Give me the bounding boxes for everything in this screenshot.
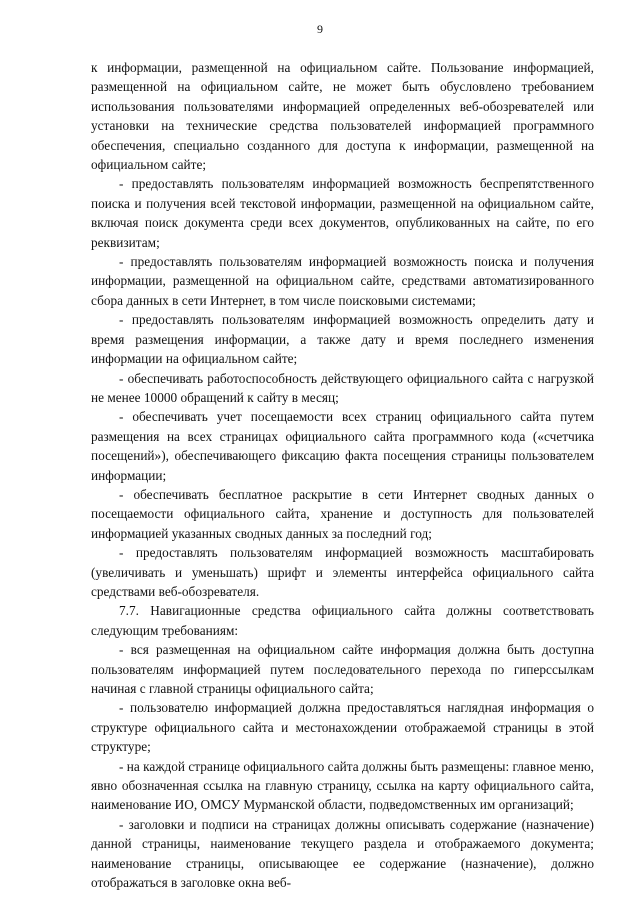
list-item-page-headings: - заголовки и подписи на страницах должны описывать содержание (назначение) данной страницы, наименование текущего раздела и отображаемого документа; наименование страницы, описывающее ее содержание (назначение), должно отображаться в заголовке окна веб- (91, 816, 594, 891)
list-item-search-by-requisites: - предоставлять пользователям информацией возможность беспрепятственного поиска и получения всей текстовой информации, размещенной на официальном сайте, включая поиск документа среди всех документов, опубликованных на сайте, по его реквизитам; (91, 176, 594, 250)
list-item-site-structure: - пользователю информацией должна предоставляться наглядная информация о структуре официального сайта и местонахождении отображаемой страницы в этой структуре; (91, 700, 594, 755)
list-item-automated-collection: - предоставлять пользователям информацией возможность поиска и получения информации, размещенной на официальном сайте, средствами автоматизированного сбора данных в сети Интернет, в том числе поисковыми системами; (91, 254, 594, 308)
section-7-7-heading: 7.7. Навигационные средства официального сайта должны соответствовать следующим требованиям: (91, 603, 594, 638)
paragraph-continuation: к информации, размещенной на официальном сайте. Пользование информацией, размещенной на официальном сайте, не может быть обусловлено требованием использования пользователями информацией определенных веб-обозревателей или установки на технические средства пользователей информацией программного обеспечения, специально созданного для доступа к информации, размещенной на официальном сайте; (91, 60, 594, 173)
list-item-date-time-info: - предоставлять пользователям информацией возможность определить дату и время размещения информации, а также дату и время последнего изменения информации на официальном сайте; (91, 312, 594, 367)
page-number: 9 (317, 22, 323, 36)
list-item-hyperlink-access: - вся размещенная на официальном сайте информация должна быть доступна пользователям информацией путем последовательного перехода по гиперссылкам начиная с главной страницы официального сайта; (91, 642, 594, 696)
list-item-visit-counter: - обеспечивать учет посещаемости всех страниц официального сайта путем размещения на всех страницах официального сайта программного кода («счетчика посещений»), обеспечивающего фиксацию факта посещения страницы пользователем информации; (91, 409, 594, 483)
document-body (91, 58, 594, 892)
list-item-site-load: - обеспечивать работоспособность действующего официального сайта с нагрузкой не менее 10000 обращений к сайту в месяц; (91, 370, 594, 405)
list-item-page-elements: - на каждой странице официального сайта должны быть размещены: главное меню, явно обозначенная ссылка на главную страницу, ссылка на карту официального сайта, наименование ИО, ОМСУ Мурманской области, подведомственных им организаций; (91, 758, 594, 813)
list-item-font-scaling: - предоставлять пользователям информацией возможность масштабировать (увеличивать и уменьшать) шрифт и элементы интерфейса официального сайта средствами веб-обозревателя. (91, 545, 594, 599)
list-item-visit-statistics: - обеспечивать бесплатное раскрытие в сети Интернет сводных данных о посещаемости официального сайта, хранение и доступность для пользователей информацией указанных сводных данных за последний год; (91, 486, 594, 541)
